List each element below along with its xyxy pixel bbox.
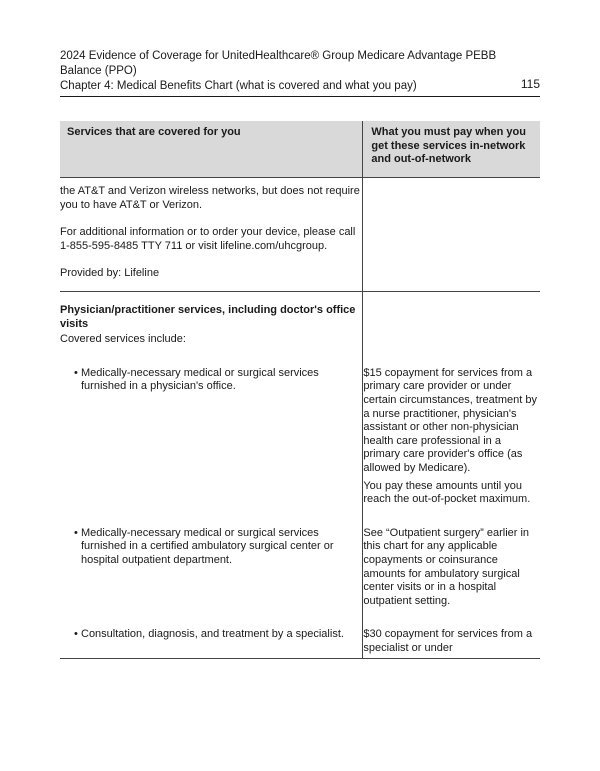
physician-office-service-cell [60,347,363,507]
cost-note: You pay these amounts until you reach the out-of-pocket maximum. [363,479,531,506]
cost-description: $30 copayment for services from a specialist or under [363,628,533,654]
bullet-icon: • [74,526,78,539]
medical-benefits-table [60,121,540,659]
document-title: 2024 Evidence of Coverage for UnitedHealthcare® Group Medicare Advantage PEBB Balance (PPO) [60,50,497,77]
list-item [60,527,362,568]
ambulatory-service-cell [60,507,363,609]
bullet-icon: • [74,628,78,641]
physician-office-pay-cell [363,347,540,507]
ambulatory-pay-cell [363,507,540,609]
specialist-service-cell [60,608,363,659]
service-description: Medically-necessary medical or surgical services furnished in a physician's office. [81,366,319,393]
table-row-ambulatory [60,507,540,609]
table-row-physician-office [60,347,540,507]
page-header [60,49,540,94]
cost-description: See “Outpatient surgery” earlier in this chart for any applicable copayments or coinsurance amounts for ambulatory surgical center visits or in a hospital outpatient setting. [363,526,530,607]
physician-section-title: Physician/practitioner services, including doctor's office visits [60,304,356,330]
header-divider [60,96,540,97]
page-number: 115 [520,77,540,91]
lifeline-provider: Provided by: Lifeline [60,267,160,280]
physician-title-pay-cell [363,292,540,347]
table-row-physician-title [60,292,540,347]
column-header-what-you-pay: What you must pay when you get these services in-network and out-of-network [363,121,540,178]
lifeline-paragraph-2: For additional information or to order your device, please call 1-855-595-8485 TTY 711 or visit lifeline.com/uhcgroup. [60,226,356,252]
table-header-row [60,121,540,178]
list-item [60,367,362,394]
physician-intro: Covered services include: [60,333,186,346]
lifeline-paragraph-1: the AT&T and Verizon wireless networks, but does not require you to have AT&T or Verizon. [60,185,360,211]
table-row-specialist [60,608,540,659]
lifeline-services-cell [60,178,363,292]
table-row-lifeline [60,178,540,292]
column-header-services: Services that are covered for you [60,121,363,178]
lifeline-pay-cell [363,178,540,292]
bullet-icon: • [74,366,78,379]
cost-description: $15 copayment for services from a primary care provider or under certain circumstances, treatment by a nurse practitioner, physician's assistant or other non-physician health care professional in a primary care provider's office (as allowed by Medicare). [363,366,537,474]
service-description: Consultation, diagnosis, and treatment by a specialist. [81,628,344,641]
chapter-title: Chapter 4: Medical Benefits Chart (what is covered and what you pay) [60,80,417,92]
specialist-pay-cell [363,608,540,659]
service-description: Medically-necessary medical or surgical services furnished in a certified ambulatory surgical center or hospital outpatient department. [81,526,334,566]
list-item [60,628,362,642]
physician-title-cell [60,292,363,347]
